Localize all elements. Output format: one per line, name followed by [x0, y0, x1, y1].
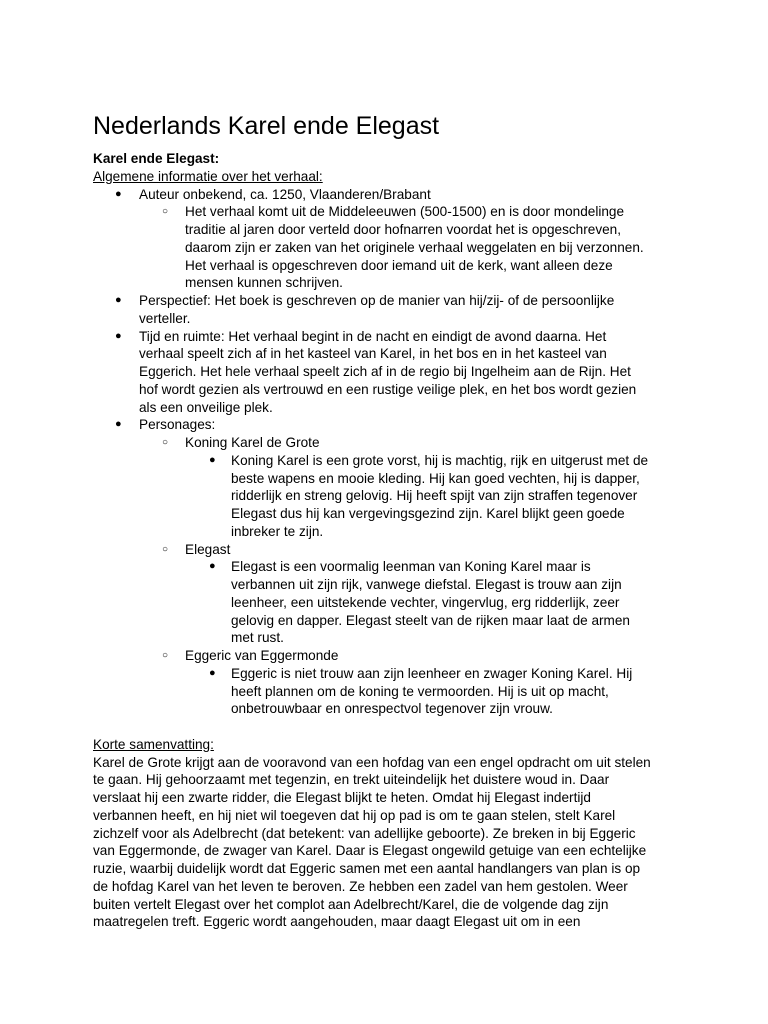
spacer [93, 718, 693, 736]
list-item [93, 434, 693, 452]
circle-bullet-icon: ○ [162, 650, 169, 661]
summary-line: ruzie, waarbij duidelijk wordt dat Eggeric samen met een aantal handlangers van plan is op [93, 861, 641, 876]
summary-line: de hofdag Karel van het leven te beroven. Ze hebben een zadel van hem gestolen. Weer [93, 878, 628, 894]
list-item [93, 186, 693, 204]
list-item [93, 416, 693, 434]
perspective-line: Perspectief: Het boek is geschreven op de manier van hij/zij- of de persoonlijke [139, 293, 615, 308]
document-body [93, 150, 693, 931]
author-line: Auteur onbekend, ca. 1250, Vlaanderen/Brabant [139, 186, 431, 202]
summary-label: Korte samenvatting: [93, 736, 214, 752]
list-item [93, 203, 693, 221]
list-item-continuation: Elegast dus hij kan vergevingsgezind zijn. Karel blijkt geen goede [231, 506, 625, 521]
list-item [93, 647, 693, 665]
list-item-continuation: heeft plannen om de koning te vermoorden. Hij is uit op macht, [231, 683, 609, 699]
summary-line: te gaan. Hij gehoorzaamt met tegenzin, en trekt uiteindelijk het duistere woud in. Daar [93, 772, 610, 788]
character-name: Elegast [185, 541, 231, 557]
general-info-label: Algemene informatie over het verhaal: [93, 168, 323, 184]
list-item-continuation: met rust. [231, 630, 284, 646]
list-item-continuation: beste wapens en mooie kleding. Hij kan goed vechten, hij is dapper, [231, 470, 640, 486]
summary-line: Karel de Grote krijgt aan de vooravond van een hofdag van een engel opdracht om uit stelen [93, 754, 651, 770]
summary-line: maatregelen treft. Eggeric wordt aangehouden, maar daagt Elegast uit om in een [93, 914, 581, 930]
list-item-continuation: verhaal speelt zich af in het kasteel van Karel, in het bos en in het kasteel van [139, 346, 607, 362]
summary-line: zichzelf voor als Adelbrecht (dat betekent: van adellijke geboorte). Ze breken in bij Eggeric [93, 825, 636, 841]
bullet-icon: ● [115, 329, 122, 342]
circle-bullet-icon: ○ [162, 437, 169, 448]
bullet-icon: ● [209, 453, 216, 466]
list-item-continuation: verteller. [139, 310, 191, 326]
list-item-continuation: inbreker te zijn. [231, 523, 324, 539]
list-item-continuation: onbetrouwbaar en onrespectvol tegenover zijn vrouw. [231, 701, 553, 717]
author-sub-line: Het verhaal komt uit de Middeleeuwen (500-1500) en is door mondelinge [185, 204, 625, 220]
bullet-icon: ● [209, 666, 216, 679]
character-desc-line: Eggeric is niet trouw aan zijn leenheer en zwager Koning Karel. Hij [231, 665, 633, 681]
list-item-continuation: Eggerich. Het hele verhaal speelt zich af in de regio bij Ingelheim aan de Rijn. Het [139, 364, 631, 379]
bullet-icon: ● [115, 187, 122, 200]
bullet-icon: ● [115, 418, 122, 431]
list-item [93, 292, 693, 310]
summary-line: van Eggermonde, de zwager van Karel. Daar is Elegast ongewild getuige van een echtelijke [93, 843, 647, 859]
list-item-continuation: verbannen uit zijn rijk, vanwege diefstal. Elegast is trouw aan zijn [231, 577, 622, 592]
section-heading: Karel ende Elegast: [93, 151, 220, 166]
list-item-continuation: traditie al jaren door verteld door hofnarren voordat het is opgeschreven, [185, 222, 622, 237]
bullet-icon: ● [115, 294, 122, 306]
summary-line: verslaat hij een zwarte ridder, die Elegast blijkt te heten. Omdat hij Elegast indertijd [93, 790, 591, 805]
character-desc-line: Elegast is een voormalig leenman van Koning Karel maar is [231, 559, 591, 575]
summary-line: buiten vertelt Elegast over het complot aan Adelbrecht/Karel, die de volgende dag zijn [93, 896, 609, 912]
character-name: Eggeric van Eggermonde [185, 648, 339, 663]
page-title: Nederlands Karel ende Elegast [93, 112, 440, 140]
list-item [93, 328, 693, 346]
bullet-icon: ● [209, 560, 216, 573]
list-item-continuation: ridderlijk en streng gelovig. Hij heeft spijt van zijn straffen tegenover [231, 488, 638, 504]
list-item-continuation: daarom zijn er zaken van het originele verhaal weggelaten en bij verzonnen. [185, 239, 644, 255]
list-item-continuation: gelovig en dapper. Elegast steelt van de rijken maar laat de armen [231, 612, 630, 628]
list-item [93, 541, 693, 559]
summary-line: verbannen heeft, en hij niet wil toegeven dat hij op pad is om te gaan stelen, stelt Karel [93, 807, 616, 823]
list-item [93, 665, 693, 683]
characters-label: Personages: [139, 417, 216, 433]
list-item-continuation: leenheer, een uitstekende vechter, vingervlug, erg ridderlijk, zeer [231, 594, 620, 610]
time-space-line: Tijd en ruimte: Het verhaal begint in de nacht en eindigt de avond daarna. Het [139, 328, 607, 344]
circle-bullet-icon: ○ [162, 543, 169, 555]
list-item [93, 558, 693, 576]
character-desc-line: Koning Karel is een grote vorst, hij is machtig, rijk en uitgerust met de [231, 452, 649, 468]
character-name: Koning Karel de Grote [185, 435, 320, 450]
list-item-continuation: Het verhaal is opgeschreven door iemand uit de kerk, want alleen deze [185, 257, 613, 273]
list-item-continuation: als een onveilige plek. [139, 399, 273, 415]
list-item-continuation: mensen kunnen schrijven. [185, 275, 343, 291]
list-item-continuation: hof wordt gezien als vertrouwd en een rustige veilige plek, en het bos wordt gezien [139, 381, 637, 397]
list-item [93, 452, 693, 470]
circle-bullet-icon: ○ [162, 206, 169, 218]
